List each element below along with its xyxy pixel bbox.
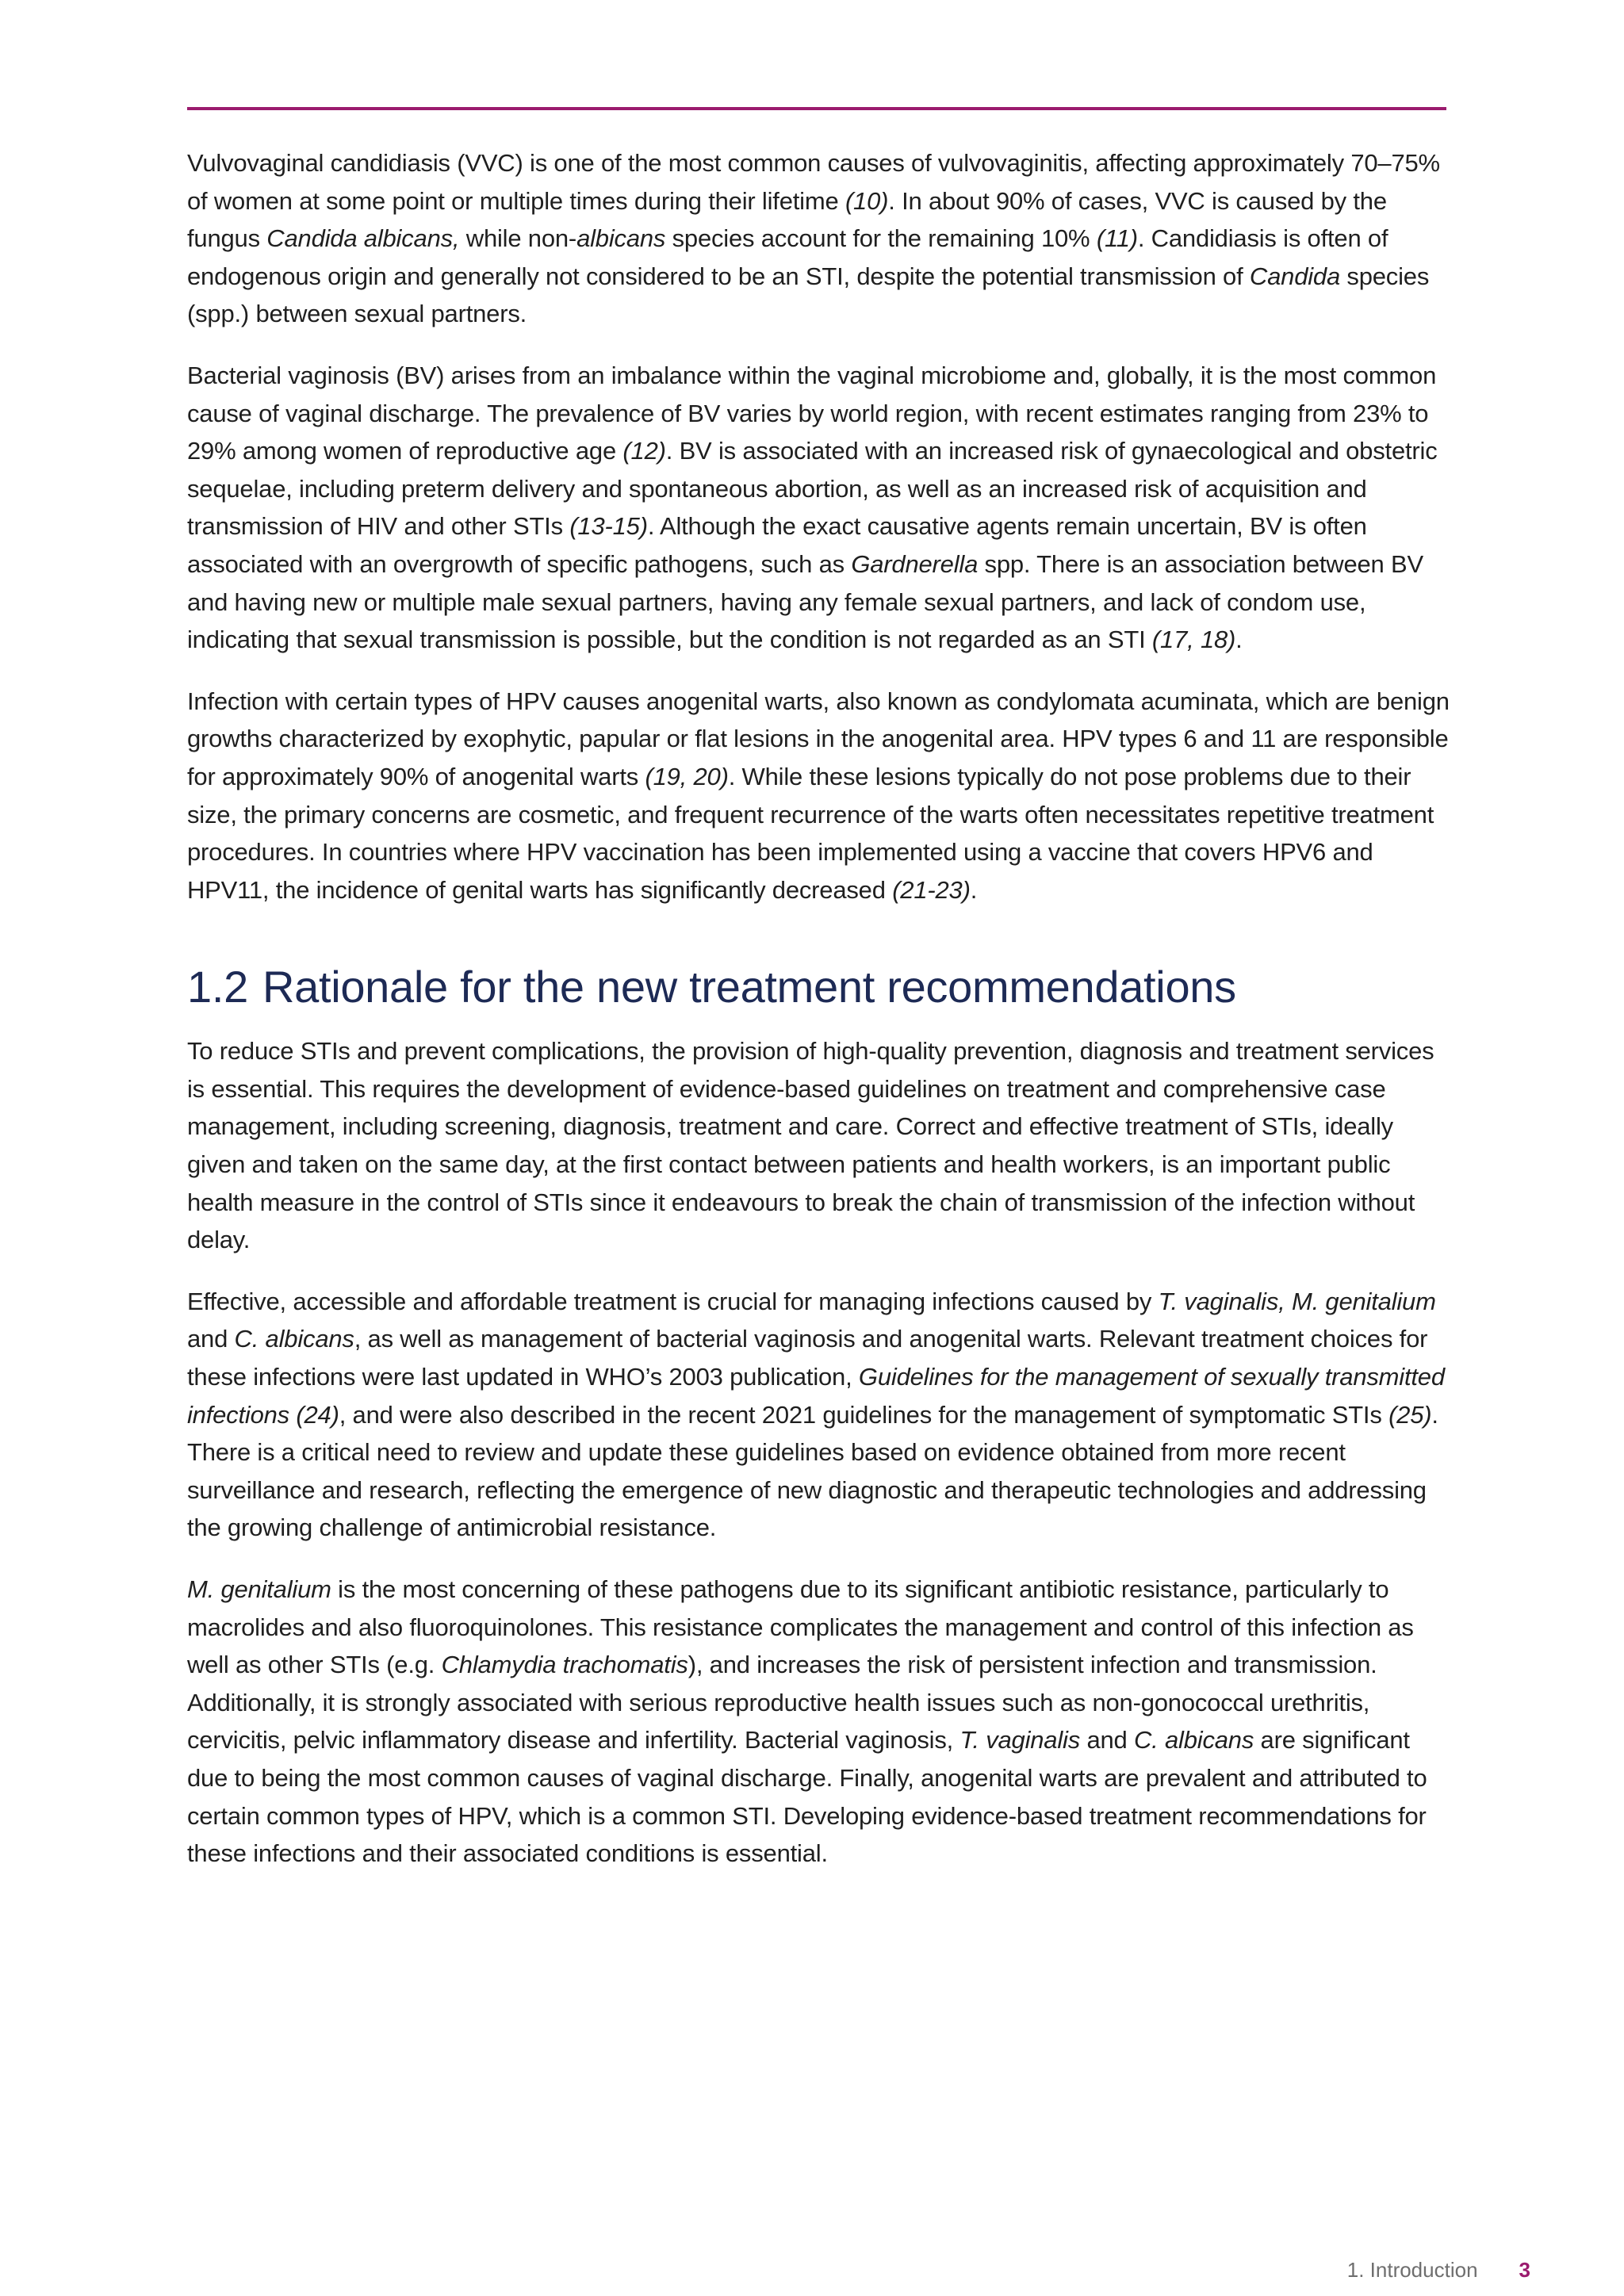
italic-run: (19, 20) (645, 762, 729, 790)
text-run: species (spp.) between sexual partners. (187, 262, 1430, 328)
footer-chapter-label: 1. Introduction (1346, 2258, 1478, 2282)
italic-run: (17, 18) (1151, 626, 1236, 654)
italic-run: (10) (845, 186, 889, 215)
text-run: species account for the remaining 10% (665, 224, 1097, 253)
page-footer (1347, 2258, 1530, 2282)
page-number: 3 (1519, 2258, 1530, 2282)
text-run: . Although the exact causative agents remain uncertain, BV is often associated with an overgrowth of specific pathogens, such as (187, 512, 1367, 578)
italic-run: (25) (1388, 1400, 1432, 1429)
italic-run: Candida albicans, (266, 224, 460, 253)
italic-run: M. genitalium (187, 1575, 331, 1603)
text-run: . Candidiasis is often of endogenous origin and generally not considered to be an STI, despite the potential transmission of (187, 224, 1388, 290)
text-run: while non- (459, 224, 577, 253)
text-run: . (970, 875, 978, 904)
text-run: . (1235, 626, 1243, 654)
section-title: Rationale for the new treatment recommendations (262, 962, 1236, 1012)
text-run: and (1080, 1726, 1134, 1755)
italic-run: albicans (576, 224, 666, 253)
text-run: is the most concerning of these pathogens due to its significant antibiotic resistance, particularly to macrolides and also fluoroquinolones. This resistance complicates the management and control of this infection as well as other STIs (e.g. (187, 1575, 1414, 1679)
italic-run: T. vaginalis, M. genitalium (1158, 1287, 1436, 1315)
text-run: . There is a critical need to review and update these guidelines based on evidence obtained from more recent surveillance and research, reflecting the emergence of new diagnostic and therapeutic technologies and addressing the growing challenge of antimicrobial resistance. (187, 1400, 1438, 1542)
paragraph-effective-treatment (187, 1283, 1456, 1547)
paragraph-bv (187, 357, 1456, 659)
text-run: . While these lesions typically do not pose problems due to their size, the primary concerns are cosmetic, and frequent recurrence of the warts often necessitates repetitive treatment procedures. In countries where HPV vaccination has been implemented using a vaccine that covers HPV6 and HPV11, the incidence of genital warts has significantly decreased (187, 762, 1434, 904)
text-run: To reduce STIs and prevent complications, the provision of high-quality prevention, diagnosis and treatment services is essential. This requires the development of evidence-based guidelines on treatment and comprehensive case management, including screening, diagnosis, treatment and care. Correct and effective treatment of STIs, ideally given and taken on the same day, at the first contact between patients and health workers, is an important public health measure in the control of STIs since it endeavours to break the chain of transmission of the infection without delay. (187, 1037, 1434, 1254)
text-run: Bacterial vaginosis (BV) arises from an imbalance within the vaginal microbiome and, globally, it is the most common cause of vaginal discharge. The prevalence of BV varies by world region, with recent estimates ranging from 23% to 29% among women of reproductive age (187, 361, 1437, 465)
text-run: ), and increases the risk of persistent infection and transmission. Additionally, it is strongly associated with serious reproductive health issues such as non-gonococcal urethritis, cervicitis, pelvic inflammatory disease and infertility. Bacterial vaginosis, (187, 1651, 1377, 1755)
italic-run: (13-15) (569, 512, 648, 541)
page-body (187, 144, 1456, 1896)
italic-run: C. albicans (1133, 1726, 1254, 1755)
paragraph-hpv (187, 683, 1456, 909)
text-run: , and were also described in the recent 2021 guidelines for the management of symptomatic STIs (339, 1400, 1389, 1429)
text-run: are significant due to being the most common causes of vaginal discharge. Finally, anogenital warts are prevalent and attributed to certain common types of HPV, which is a common STI. Developing evidence-based treatment recommendations for these infections and their associated conditions is essential. (187, 1726, 1427, 1868)
italic-run: T. vaginalis (959, 1726, 1081, 1755)
paragraph-vvc (187, 144, 1456, 333)
paragraph-m-genitalium (187, 1571, 1456, 1873)
text-run: . In about 90% of cases, VVC is caused by the fungus (187, 186, 1387, 253)
text-run: , as well as management of bacterial vaginosis and anogenital warts. Relevant treatment choices for these infections were last updated in WHO’s 2003 publication, (187, 1325, 1428, 1391)
text-run: Effective, accessible and affordable treatment is crucial for managing infections caused by (187, 1287, 1159, 1315)
text-run: and (187, 1325, 235, 1353)
text-run: . BV is associated with an increased risk of gynaecological and obstetric sequelae, including preterm delivery and spontaneous abortion, as well as an increased risk of acquisition and transmission of HIV and other STIs (187, 437, 1438, 541)
paragraph-reduce-stis (187, 1032, 1456, 1259)
italic-run: C. albicans (234, 1325, 354, 1353)
text-run: Infection with certain types of HPV causes anogenital warts, also known as condylomata acuminata, which are benign growths characterized by exophytic, papular or flat lesions in the anogenital area. HPV types 6 and 11 are responsible for approximately 90% of anogenital warts (187, 687, 1450, 790)
italic-run: Chlamydia trachomatis (441, 1651, 688, 1679)
italic-run: Gardnerella (851, 549, 979, 578)
italic-run: (11) (1096, 224, 1138, 253)
header-divider (187, 107, 1446, 110)
italic-run: (21-23) (892, 875, 971, 904)
section-heading (187, 959, 1456, 1015)
text-run: spp. There is an association between BV and having new or multiple male sexual partners, having any female sexual partners, and lack of condom use, indicating that sexual transmission is possible, but the condition is not regarded as an STI (187, 549, 1423, 654)
italic-run: Guidelines for the management of sexually transmitted infections (24) (187, 1363, 1445, 1429)
section-number: 1.2 (187, 962, 248, 1012)
italic-run: (12) (622, 437, 666, 465)
text-run: Vulvovaginal candidiasis (VVC) is one of the most common causes of vulvovaginitis, affecting approximately 70–75% of women at some point or multiple times during their lifetime (187, 149, 1440, 215)
italic-run: Candida (1249, 262, 1340, 290)
